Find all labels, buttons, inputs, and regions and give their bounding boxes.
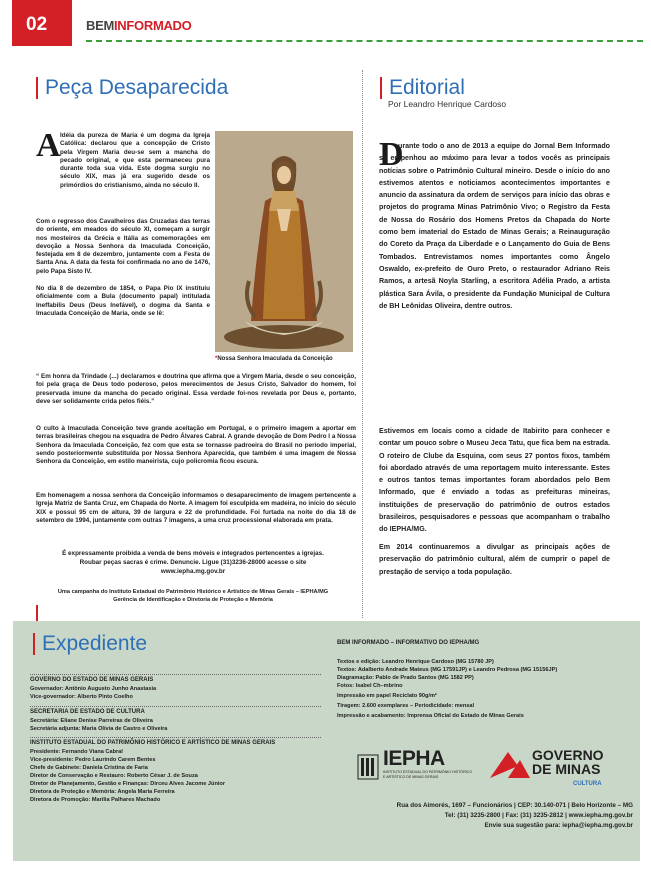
statue-image (215, 131, 353, 352)
governo-logo-text: GOVERNO DE MINAS (532, 747, 604, 777)
page-header (0, 0, 651, 46)
bi-photos: Fotos: Isabel Ch–mbrino (337, 683, 403, 689)
address-line: Rua dos Aimorés, 1697 – Funcionários | CEP: 30.140-071 | Belo Horizonte – MG (396, 802, 633, 809)
inst-heading: INSTITUTO ESTADUAL DO PATRIMÔNIO HISTÓRICO E ARTÍSTICO DE MINAS GERAIS (30, 740, 276, 746)
divider-inst (30, 737, 321, 738)
editorial-paragraph-1: urante todo o ano de 2013 a equipe do Jornal Bem Informado se empenhou ao máximo para levar a todos vocês as principais notícias sobre o Patrimônio Cultural mineiro. Desde o início do ano estivemos atentos e noticiamos acontecimentos importantes e anuncio da assinatura da ordem de serviços para início das obras e projetos do programa Minas Patrimônio Vivo; o Registro da Festa de Nossa do Rosário dos Homens Pretos da Chapada do Norte como bem imaterial do Estado de Minas Gerais; a Reinauguração do Coreto da Praça da Liberdade e o Lançamento do Guia de Bens Tombados. Entrevistamos nomes importantes como Ângelo Oswaldo, ex-prefeito de Ouro Preto, o restaurador Adriano Reis Ramos, a artesã Noyla Starling, a escritora Adélia Prado, a artista plástica Sara Ávila, o presidente da Fundação Municipal de Cultura de BH Leônidas Oliveira, dentre outros. (379, 142, 610, 310)
peca-paragraph-1: Idéia da pureza de Maria é um dogma da Igreja Católica: declarou que a concepção de Cristo pela Virgem Maria deu-se sem a mancha do pecado original, e que esta permaneceu pura durante toda sua vida. Este dogma surgiu no século XIX, mas já era sugerido desde os primórdios do cristianismo, ainda no século II. (60, 132, 210, 189)
bi-print-run: Tiragem: 2.600 exemplares – Periodicidade: mensal (337, 703, 475, 709)
editorial-paragraph-2: Estivemos em locais como a cidade de Itabirito para conhecer e contar um pouco sobre o Museu Jeca Tatu, que fica bem na estrada. O roteiro de Clube da Esquina, com seus 27 pontos fixos, também foi abordado através de uma reportagem muito interessante. Estes e outros tantos temas importantes foram abordados pelo Bem Informado, que é enviado a todas as prefeituras mineiras, instituições de preservação do patrimônio de outros estados brasileiros, pesquisadores e pessoas que acompanham o trabalho do IEPHA/MG. (379, 427, 610, 534)
brand-bem: BEM (86, 18, 114, 33)
bi-layout: Diagramação: Pablo de Prado Santos (MG 1582 PP) (337, 675, 474, 681)
notice-denounce: Roubar peças sacras é crime. Denuncie. Ligue (31)3236-28000 acesse o site (79, 559, 307, 566)
inst-president: Presidente: Fernando Viana Cabral (30, 749, 123, 755)
inst-conservation: Diretor de Conservação e Restauro: Roberto César J. de Souza (30, 773, 198, 779)
peca-paragraph-5: Em homenagem a nossa senhora da Conceição informamos o desaparecimento de imagem pertencente a Igreja Matriz de Santa Cruz, em Chapada do Norte. A imagem foi esculpida em madeira, no início do século XIX e possui 95 cm de altura, 39 de largura e 22 de profundidade. Foi furtada na noite do dia 18 de setembro de 1994, juntamente com outras 7 imagens, a uma cruz processional elaborada em prata. (36, 492, 356, 524)
peca-title: Peça Desaparecida (36, 77, 228, 99)
peca-paragraph-2: Com o regresso dos Cavalheiros das Cruzadas das terras do oriente, em meados do século XI, começam a surgir nos mosteiros da Grécia e Itália as comemorações em devoção a Nossa Senhora da Imaculada Conceição, festejada em 8 de dezembro, juntamente com a Festa de Santa Ana. A data da festa foi confirmada no ano de 1476, pelo Papa Sisto IV. (36, 218, 210, 275)
bi-printing: Impressão e acabamento: Imprensa Oficial do Estado de Minas Gerais (337, 713, 524, 719)
notice-site-link[interactable]: www.iepha.mg.gov.br (160, 568, 226, 575)
peca-paragraph-3: No dia 8 de dezembro de 1854, o Papa Pio IX instituiu oficialmente com a Bula (documento papal) intitulada Ineffabilis Deus (Deus Inefável), o dogma da Santa e Imaculada Conceição de Maria, onde se lê: (36, 285, 210, 317)
bi-editing: Textos e edição: Leandro Henrique Cardoso (MG 15780 JP) (337, 659, 494, 665)
notice-prohibited: É expressamente proibida a venda de bens móveis e integrados pertencentes a igrejas. (62, 550, 324, 557)
header-divider (86, 40, 643, 42)
contact-line: Tel: (31) 3235-2800 | Fax: (31) 3235-2812 | www.iepha.mg.gov.br (444, 812, 633, 819)
gov-vice: Vice-governador: Alberto Pinto Coelho (30, 694, 133, 700)
statue-caption: *Nossa Senhora Imaculada da Conceição (215, 356, 333, 362)
campaign-line-2: Gerência de Identificação e Diretoria de Proteção e Memória (113, 597, 273, 603)
editorial-paragraph-3: Em 2014 continuaremos a divulgar as principais ações de preservação do patrimônio cultural, além de cumprir o papel de prestação de serviço a toda população. (379, 543, 610, 576)
sec-heading: SECRETARIA DE ESTADO DE CULTURA (30, 709, 145, 715)
statue-photo (215, 131, 353, 352)
gov-heading: GOVERNO DO ESTADO DE MINAS GERAIS (30, 677, 154, 683)
inst-promotion: Diretora de Promoção: Marília Palhares Machado (30, 797, 161, 803)
sec-secretary: Secretária: Eliane Denise Parreiras de Oliveira (30, 718, 153, 724)
inst-planning: Diretor de Planejamento, Gestão e Finanças: Dirceu Alves Jacome Júnior (30, 781, 226, 787)
iepha-subtitle: INSTITUTO ESTADUAL DO PATRIMÔNIO HISTÓRICO E ARTÍSTICO DE MINAS GERAIS (383, 770, 473, 779)
editorial-dropcap: D (379, 136, 404, 173)
editorial-title: Editorial (380, 77, 465, 99)
page-number: 02 (12, 0, 72, 46)
campaign-line-1: Uma campanha do Instituto Estadual do Patrimônio Histórico e Artístico de Minas Gerais – IEPHA/MG (57, 589, 329, 595)
suggestion-email[interactable]: Envie sua sugestão para: iepha@iepha.mg.gov.br (484, 822, 633, 829)
brand-informado: INFORMADO (114, 18, 192, 33)
inst-vice: Vice-presidente: Pedro Laurindo Carem Bentes (30, 757, 156, 763)
iepha-name: IEPHA (383, 747, 445, 770)
editorial-byline: Por Leandro Henrique Cardoso (388, 99, 507, 109)
bi-paper: Impressão em papel Reciclato 90g/m² (337, 693, 437, 699)
bi-heading: BEM INFORMADO – INFORMATIVO DO IEPHA/MG (337, 640, 480, 646)
governo-logo-cultura: CULTURA (573, 781, 602, 787)
divider-gov (30, 674, 321, 675)
peca-quote: “ Em honra da Trindade (...) declaramos e doutrina que afirma que a Virgem Maria, desde o seu conceição, foi pela graça de Deus todo poderoso, pelos merecimentos de Jesus Cristo, Salvador do homem, foi preservada imune da mancha do pecado original. Essa verdade foi-nos revelada por Deus e, portanto, deve ser solidamente crida pelos fiéis.” (36, 373, 356, 405)
peca-paragraph-4: O culto à Imaculada Conceição teve grande aceitação em Portugal, e o primeiro imagem a aportar em terras brasileiras chegou na esquadra de Pedro Álvares Cabral. A grande devoção de Dom Pedro I a Nossa Senhora da Imaculada Conceição, fez com que esta se tornasse padroeira do Brasil no período imperial, sendo posteriormente substituída por Nossa Senhora Aparecida, que também é uma imagem de Nossa Senhora da Conceição, em estilo maneirista, cujo policromia ficou escura. (36, 425, 356, 466)
peca-dropcap: A (36, 127, 61, 164)
column-divider (362, 70, 363, 618)
inst-protection: Diretora de Proteção e Memória: Angela Maria Ferreira (30, 789, 175, 795)
divider-sec (30, 706, 321, 707)
governo-de-minas-logo-icon (488, 748, 530, 780)
sec-adjunct: Secretária adjunta: Maria Olívia de Castro e Oliveira (30, 726, 168, 732)
gov-governor: Governador: Antônio Augusto Junho Anastasia (30, 686, 157, 692)
bi-texts: Textos: Adalberto Andrade Mateus (MG 17591JP) e Leandro Pedrosa (MG 15156JP) (337, 667, 558, 673)
expediente-title: Expediente (33, 633, 147, 655)
brand-logo (86, 18, 191, 33)
inst-chief: Chefe de Gabinete: Daniela Cristina de Faria (30, 765, 148, 771)
